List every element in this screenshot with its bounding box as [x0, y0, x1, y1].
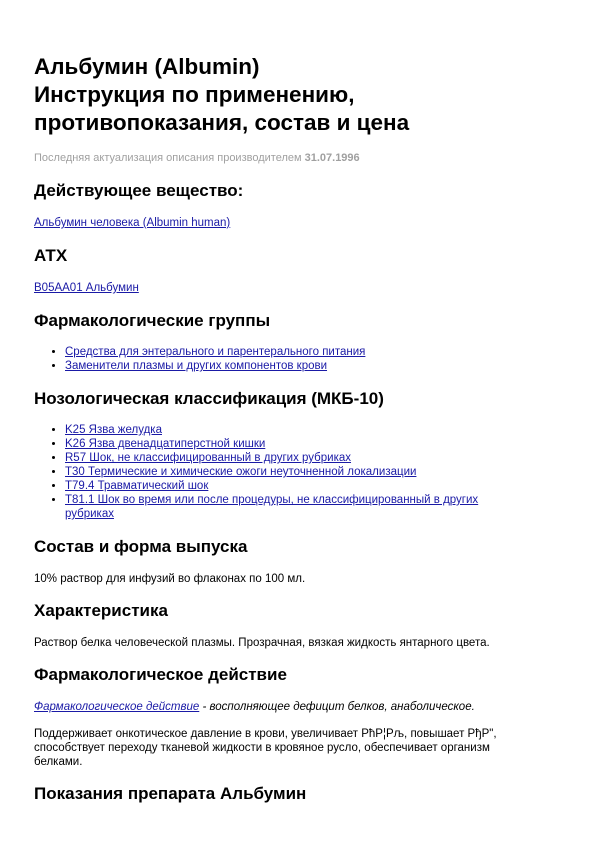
pharm-action-heading: Фармакологическое действие [34, 665, 287, 684]
pharm-groups-heading: Фармакологические группы [34, 311, 271, 330]
active-substance-link[interactable]: Альбумин человека (Albumin human) [34, 217, 231, 229]
pharm-action-line-3: белками. [34, 756, 83, 768]
list-item [65, 359, 565, 373]
pharm-group-link[interactable]: Средства для энтерального и парентерального питания [65, 346, 366, 358]
last-updated [34, 152, 360, 164]
pharm-action-summary-text: - восполняющее дефицит белков, анаболическое. [199, 701, 475, 713]
pharm-action-link[interactable]: Фармакологическое действие [34, 701, 200, 713]
title-line-2: Инструкция по применению, [34, 82, 355, 107]
nosology-link[interactable]: R57 Шок, не классифицированный в других рубриках [65, 452, 352, 464]
composition-heading: Состав и форма выпуска [34, 537, 248, 556]
list-item [65, 465, 565, 479]
nosology-link[interactable]: T81.1 Шок во время или после процедуры, не классифицированный в других [65, 494, 479, 506]
page-title [34, 53, 574, 137]
list-item [65, 423, 565, 437]
pharm-action-paragraph [34, 727, 534, 769]
characteristics-text: Раствор белка человеческой плазмы. Прозрачная, вязкая жидкость янтарного цвета. [34, 637, 490, 649]
nosology-link[interactable]: K25 Язва желудка [65, 424, 162, 436]
list-item [65, 345, 565, 359]
nosology-link-continued[interactable]: рубриках [65, 508, 114, 520]
pharm-groups-list [35, 345, 565, 373]
nosology-link[interactable]: T30 Термические и химические ожоги неуточненной локализации [65, 466, 417, 478]
title-line-1: Альбумин (Albumin) [34, 54, 260, 79]
last-updated-label: Последняя актуализация описания производителем [34, 152, 302, 164]
last-updated-date: 31.07.1996 [304, 152, 360, 164]
nosology-list [35, 423, 565, 521]
characteristics-heading: Характеристика [34, 601, 168, 620]
atc-link[interactable]: B05AA01 Альбумин [34, 282, 139, 294]
list-item [65, 479, 565, 493]
list-item [65, 451, 565, 465]
list-item [65, 437, 565, 451]
active-substance-heading: Действующее вещество: [34, 181, 244, 200]
composition-text: 10% раствор для инфузий во флаконах по 100 мл. [34, 573, 306, 585]
nosology-link[interactable]: K26 Язва двенадцатиперстной кишки [65, 438, 266, 450]
pharm-group-link[interactable]: Заменители плазмы и других компонентов крови [65, 360, 328, 372]
nosology-link[interactable]: T79.4 Травматический шок [65, 480, 209, 492]
nosology-heading: Нозологическая классификация (МКБ-10) [34, 389, 384, 408]
pharm-action-line-2: способствует переходу тканевой жидкости в кровяное русло, обеспечивает организм [34, 742, 490, 754]
pharm-action-line-1: Поддерживает онкотическое давление в крови, увеличивает РћР¦Рљ, повышает РђР", [34, 728, 497, 740]
title-line-3: противопоказания, состав и цена [34, 110, 410, 135]
indications-heading: Показания препарата Альбумин [34, 784, 307, 803]
list-item [65, 493, 565, 521]
atc-heading: АТХ [34, 246, 68, 265]
pharm-action-summary [34, 700, 534, 714]
